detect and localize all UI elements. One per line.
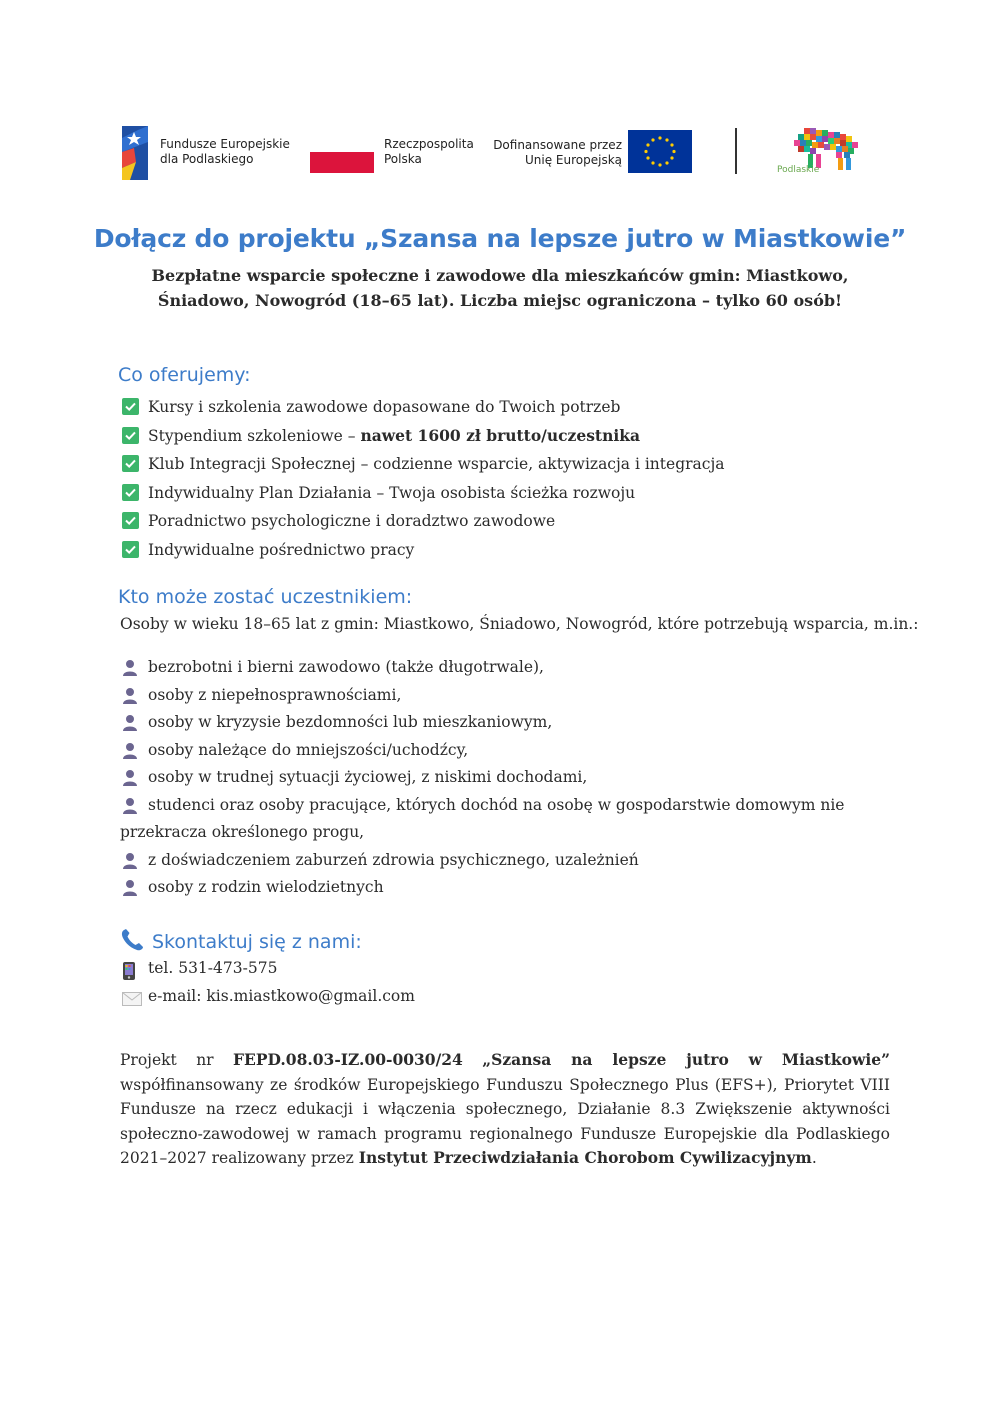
page-title: Dołącz do projektu „Szansa na lepsze jutro w Miastkowie” (93, 224, 907, 253)
person-icon (122, 879, 138, 896)
list-item (120, 764, 860, 792)
list-item (120, 709, 860, 737)
eligibility-heading: Kto może zostać uczestnikiem: (118, 586, 413, 608)
person-icon (122, 769, 138, 786)
list-item (120, 507, 725, 536)
eligibility-item-text: osoby w kryzysie bezdomności lub mieszkaniowym, (148, 713, 553, 731)
fe-line-2: dla Podlaskiego (160, 152, 254, 166)
list-item (120, 874, 860, 902)
eu-line-1: Dofinansowane przez (493, 138, 622, 152)
podlaskie-label: Podlaskie (777, 165, 820, 175)
list-item (120, 682, 860, 710)
list-item (120, 422, 725, 451)
person-icon (122, 742, 138, 759)
eligibility-intro: Osoby w wieku 18–65 lat z gmin: Miastkowo, Śniadowo, Nowogród, które potrzebują wsparcia, m.in.: (120, 615, 919, 633)
footer-text-4: . (811, 1149, 817, 1167)
offer-item-text: Stypendium szkoleniowe – (148, 426, 361, 445)
rzeczpospolita-polska-logo (310, 136, 480, 176)
fe-line-1: Fundusze Europejskie (160, 137, 290, 151)
mobile-phone-icon (122, 962, 136, 980)
offer-item-bold: nawet 1600 zł brutto/uczestnika (360, 425, 641, 445)
list-item (120, 654, 860, 682)
contact-heading: Skontaktuj się z nami: (152, 931, 362, 953)
eligibility-item-text: osoby w trudnej sytuacji życiowej, z niskimi dochodami, (148, 768, 588, 786)
project-footer (120, 1048, 890, 1171)
contact-phone-row (120, 959, 277, 977)
offer-heading: Co oferujemy: (118, 364, 251, 386)
contact-email: e-mail: kis.miastkowo@gmail.com (148, 987, 415, 1005)
rp-line-2: Polska (384, 152, 422, 166)
polish-flag-icon (310, 152, 374, 173)
eu-cofunding-logo (493, 130, 696, 174)
project-name: „Szansa na lepsze jutro w Miastkowie” (482, 1050, 890, 1069)
project-number: FEPD.08.03-IZ.00-0030/24 (233, 1050, 463, 1069)
eligibility-item-text: bezrobotni i bierni zawodowo (także długotrwale), (148, 658, 544, 676)
person-icon (122, 687, 138, 704)
implementing-institute: Instytut Przeciwdziałania Chorobom Cywilizacyjnym (358, 1148, 812, 1167)
offer-item-text: Klub Integracji Społecznej – codzienne wsparcie, aktywizacja i integracja (148, 455, 725, 473)
eligibility-list (120, 654, 860, 902)
contact-phone: tel. 531-473-575 (148, 959, 278, 977)
offer-item-text: Poradnictwo psychologiczne i doradztwo zawodowe (148, 512, 556, 530)
footer-text-2 (463, 1051, 482, 1069)
offer-list (120, 393, 725, 564)
eligibility-item-text: studenci oraz osoby pracujące, których dochód na osobę w gospodarstwie domowym nie przekracza określonego progu, (120, 795, 845, 841)
fe-emblem-icon (118, 122, 152, 182)
list-item (120, 847, 860, 875)
logo-divider (735, 128, 737, 174)
contact-email-row (120, 987, 415, 1005)
eligibility-item-text: osoby należące do mniejszości/uchodźcy, (148, 740, 469, 759)
list-item (120, 792, 860, 847)
person-icon (122, 852, 138, 869)
offer-item-text: Kursy i szkolenia zawodowe dopasowane do Twoich potrzeb (148, 398, 621, 416)
eu-flag-icon (628, 130, 692, 173)
podlaskie-logo (774, 124, 866, 180)
list-item (120, 479, 725, 508)
offer-item-text: Indywidualny Plan Działania – Twoja osobista ścieżka rozwoju (148, 483, 636, 502)
footer-text-1: Projekt nr (120, 1051, 234, 1069)
rp-line-1: Rzeczpospolita (384, 137, 474, 151)
checkbox-checked-icon (122, 484, 139, 501)
offer-item-text: Indywidualne pośrednictwo pracy (148, 540, 415, 559)
fundusze-europejskie-logo (118, 122, 318, 182)
list-item (120, 393, 725, 422)
eu-line-2: Unię Europejską (524, 153, 622, 167)
footer-text-3: współfinansowany ze środków Europejskiego Funduszu Społecznego Plus (EFS+), Priorytet VIII Fundusze na rzecz edukacji i włączenia społecznego, Działanie 8.3 Zwiększenie aktywności społeczno-zawodowej w ramach programu regionalnego Fundusze Europejskie dla Podlaskiego 2021–2027 realizowany przez (120, 1075, 890, 1167)
page-subtitle: Bezpłatne wsparcie społeczne i zawodowe dla mieszkańców gmin: Miastkowo, Śniadowo, Nowogród (18–65 lat). Liczba miejsc ograniczona – tylko 60 osób! (151, 266, 849, 310)
checkbox-checked-icon (122, 512, 139, 529)
person-icon (122, 714, 138, 731)
checkbox-checked-icon (122, 455, 139, 472)
person-icon (122, 659, 138, 676)
phone-handset-icon (120, 928, 146, 952)
envelope-icon (122, 992, 142, 1006)
checkbox-checked-icon (122, 427, 139, 444)
contact-heading-row (120, 928, 362, 953)
eligibility-item-text: z doświadczeniem zaburzeń zdrowia psychicznego, uzależnień (148, 850, 639, 869)
list-item (120, 536, 725, 565)
checkbox-checked-icon (122, 398, 139, 415)
logo-bar (118, 122, 878, 184)
eligibility-item-text: osoby z niepełnosprawnościami, (148, 685, 402, 704)
list-item (120, 737, 860, 765)
person-icon (122, 797, 138, 814)
checkbox-checked-icon (122, 541, 139, 558)
eligibility-item-text: osoby z rodzin wielodzietnych (148, 878, 384, 896)
list-item (120, 450, 725, 479)
